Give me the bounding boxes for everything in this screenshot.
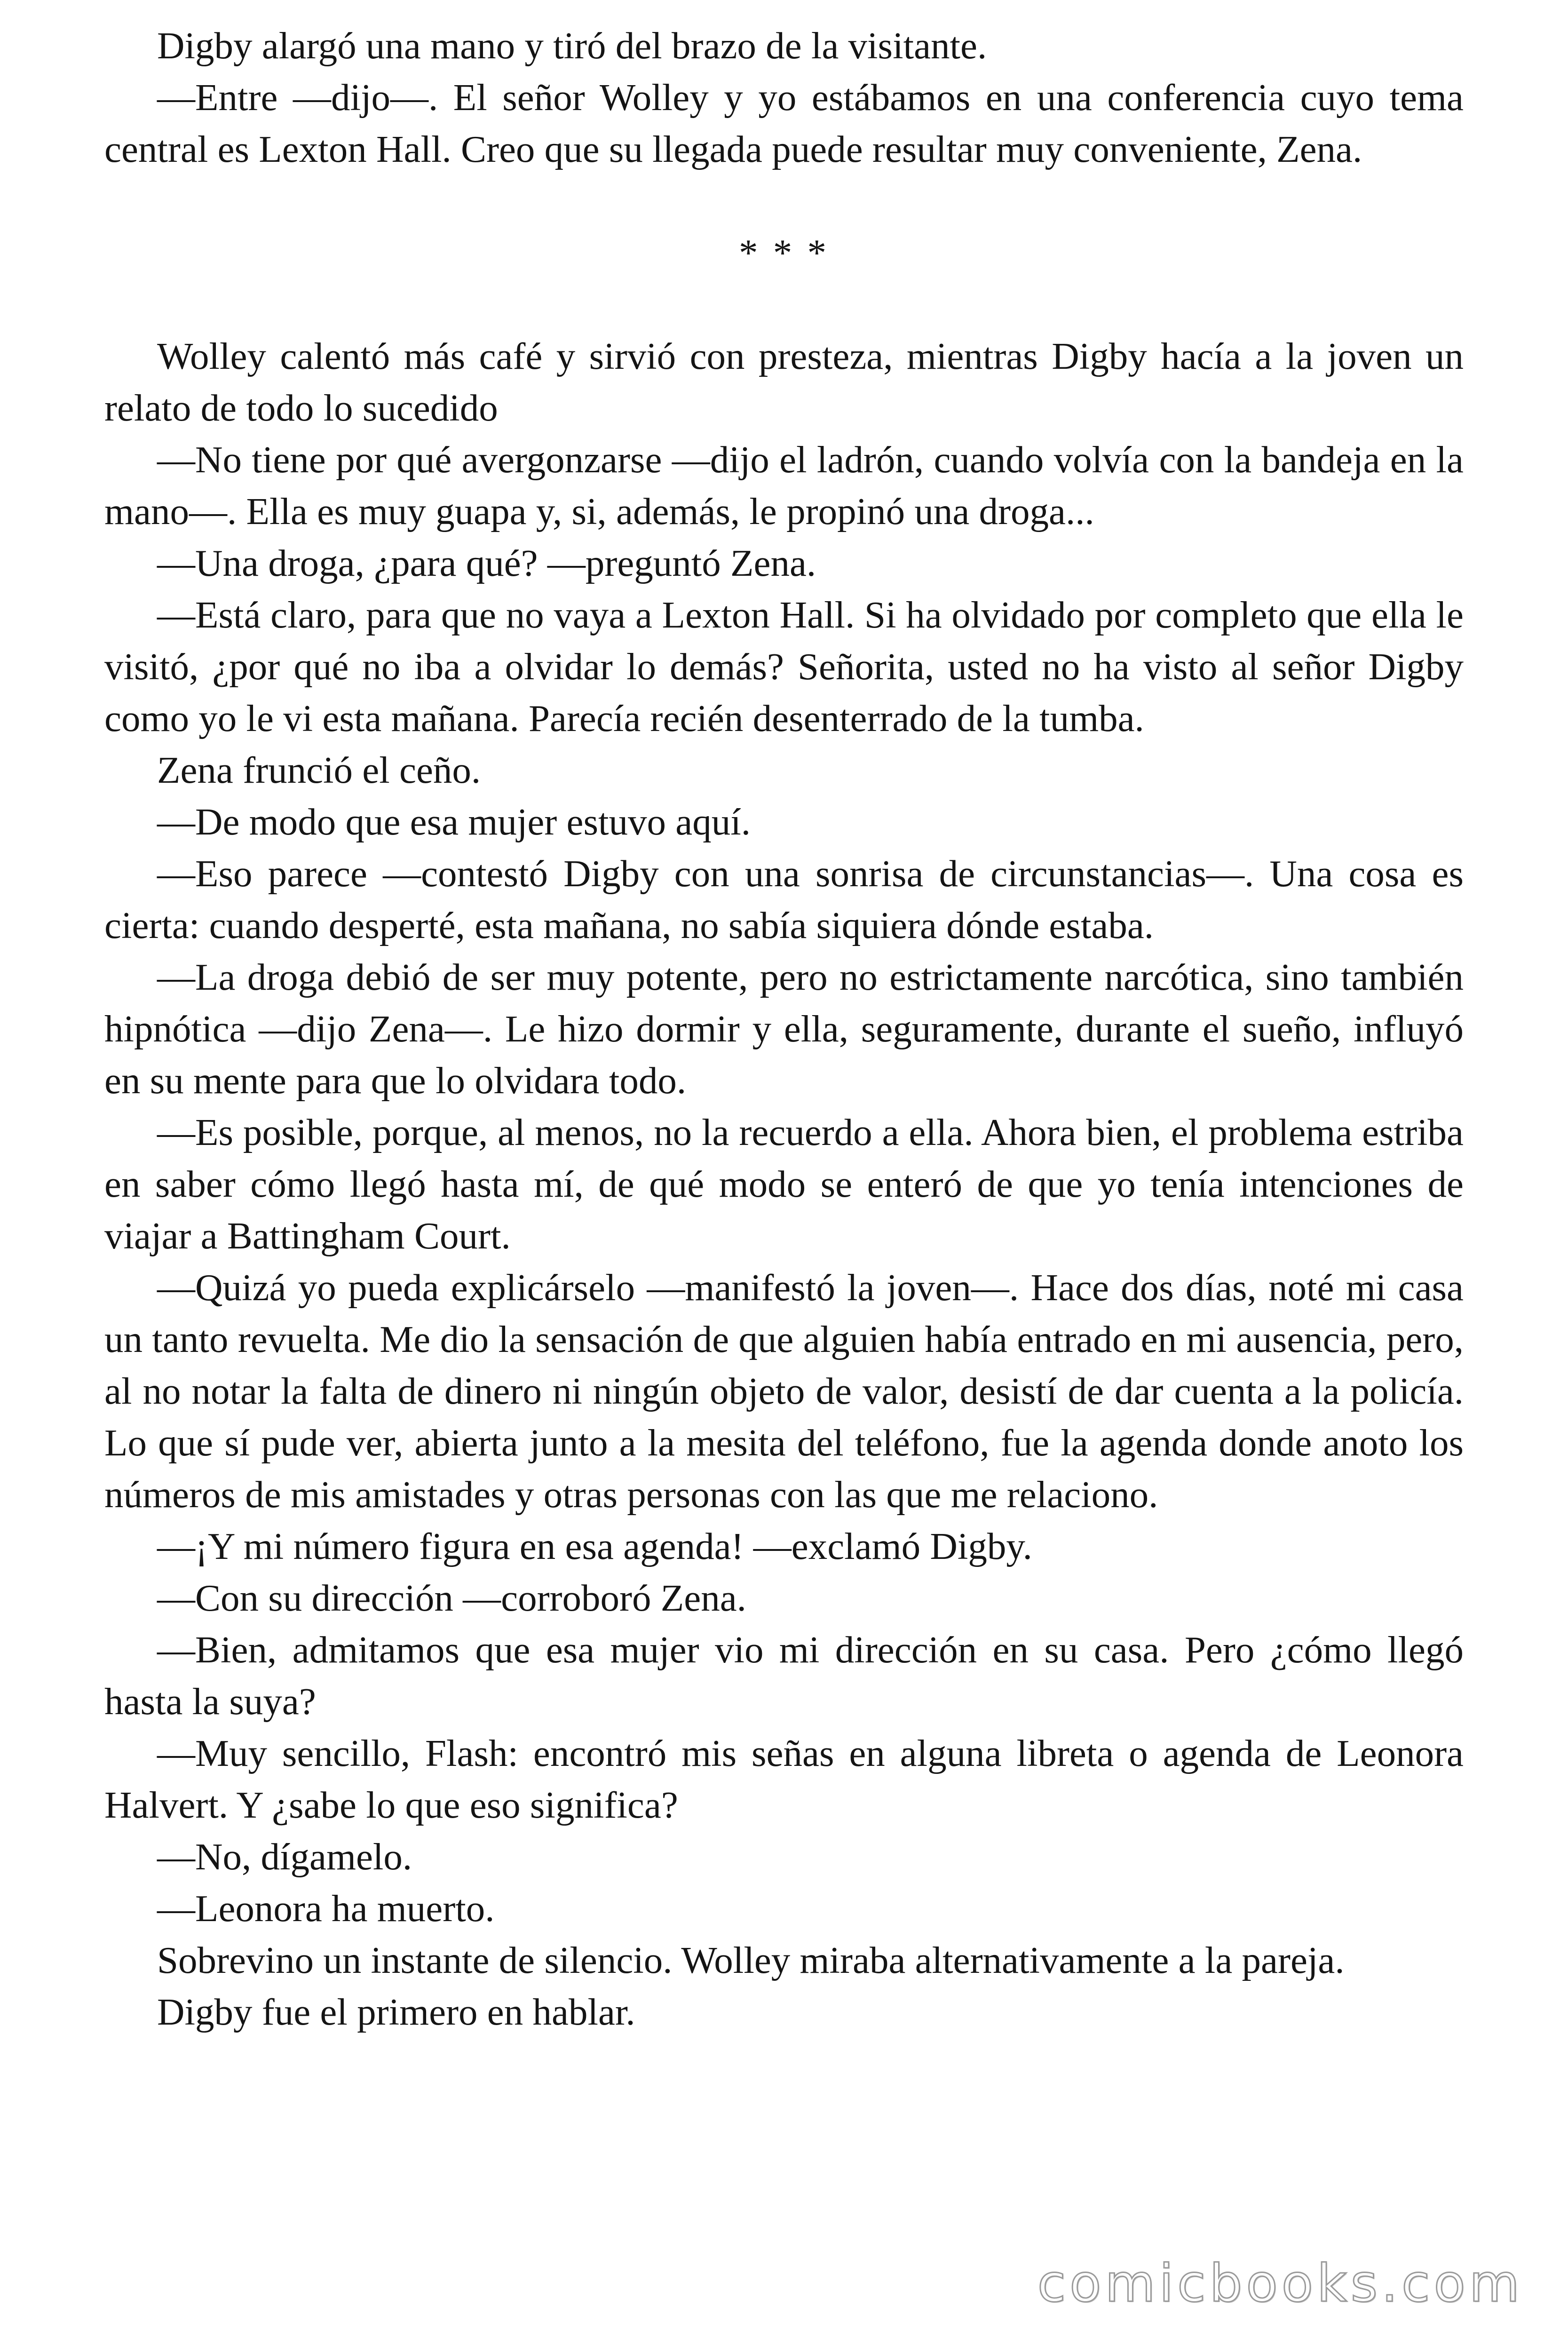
paragraph: —Está claro, para que no vaya a Lexton Hall. Si ha olvidado por completo que ella le visitó, ¿por qué no iba a olvidar lo demás? Señorita, usted no ha visto al señor Digby como yo le vi esta mañana. Parecía recién desenterrado de la tumba. (104, 594, 1464, 739)
paragraph: —Muy sencillo, Flash: encontró mis señas en alguna libreta o agenda de Leonora Halvert. Y ¿sabe lo que eso significa? (104, 1732, 1464, 1826)
paragraph: —Quizá yo pueda explicárselo —manifestó la joven—. Hace dos días, noté mi casa un tanto revuelta. Me dio la sensación de que alguien había entrado en mi ausencia, pero, al no notar la falta de dinero ni ningún objeto de valor, desistí de dar cuenta a la policía. Lo que sí pude ver, abierta junto a la mesita del teléfono, fue la agenda donde anoto los números de mis amistades y otras personas con las que me relaciono. (104, 1266, 1464, 1516)
paragraph: —Leonora ha muerto. (157, 1887, 495, 1930)
paragraph: —Entre —dijo—. El señor Wolley y yo estábamos en una conferencia cuyo tema central es Lexton Hall. Creo que su llegada puede resultar muy conveniente, Zena. (104, 76, 1464, 170)
paragraph: —Eso parece —contestó Digby con una sonrisa de circunstancias—. Una cosa es cierta: cuando desperté, esta mañana, no sabía siquiera dónde estaba. (104, 852, 1464, 946)
paragraph: Zena frunció el ceño. (157, 749, 481, 791)
paragraph: —La droga debió de ser muy potente, pero no estrictamente narcótica, sino también hipnótica —dijo Zena—. Le hizo dormir y ella, seguramente, durante el sueño, influyó en su mente para que lo olvidara todo. (104, 956, 1464, 1102)
paragraph: —Bien, admitamos que esa mujer vio mi dirección en su casa. Pero ¿cómo llegó hasta la suya? (104, 1629, 1464, 1723)
paragraph: Wolley calentó más café y sirvió con presteza, mientras Digby hacía a la joven un relato de todo lo sucedido (104, 335, 1464, 429)
paragraph: —No tiene por qué avergonzarse —dijo el ladrón, cuando volvía con la bandeja en la mano—. Ella es muy guapa y, si, además, le propinó una droga... (104, 438, 1464, 532)
paragraph: —¡Y mi número figura en esa agenda! —exclamó Digby. (157, 1525, 1032, 1567)
paragraph: Digby alargó una mano y tiró del brazo de la visitante. (157, 24, 987, 67)
scene-separator: * * * (739, 231, 829, 274)
paragraph: —De modo que esa mujer estuvo aquí. (157, 801, 751, 843)
book-page (104, 20, 1464, 2038)
paragraph: —Una droga, ¿para qué? —preguntó Zena. (157, 542, 816, 584)
paragraph: —No, dígamelo. (157, 1836, 412, 1878)
watermark: comicbooks.com (1037, 2253, 1523, 2313)
paragraph: —Es posible, porque, al menos, no la recuerdo a ella. Ahora bien, el problema estriba en saber cómo llegó hasta mí, de qué modo se enteró de que yo tenía intenciones de viajar a Battingham Court. (104, 1111, 1464, 1257)
paragraph: Digby fue el primero en hablar. (157, 1991, 635, 2033)
paragraph: Sobrevino un instante de silencio. Wolley miraba alternativamente a la pareja. (157, 1939, 1345, 1981)
paragraph: —Con su dirección —corroboró Zena. (157, 1577, 746, 1619)
